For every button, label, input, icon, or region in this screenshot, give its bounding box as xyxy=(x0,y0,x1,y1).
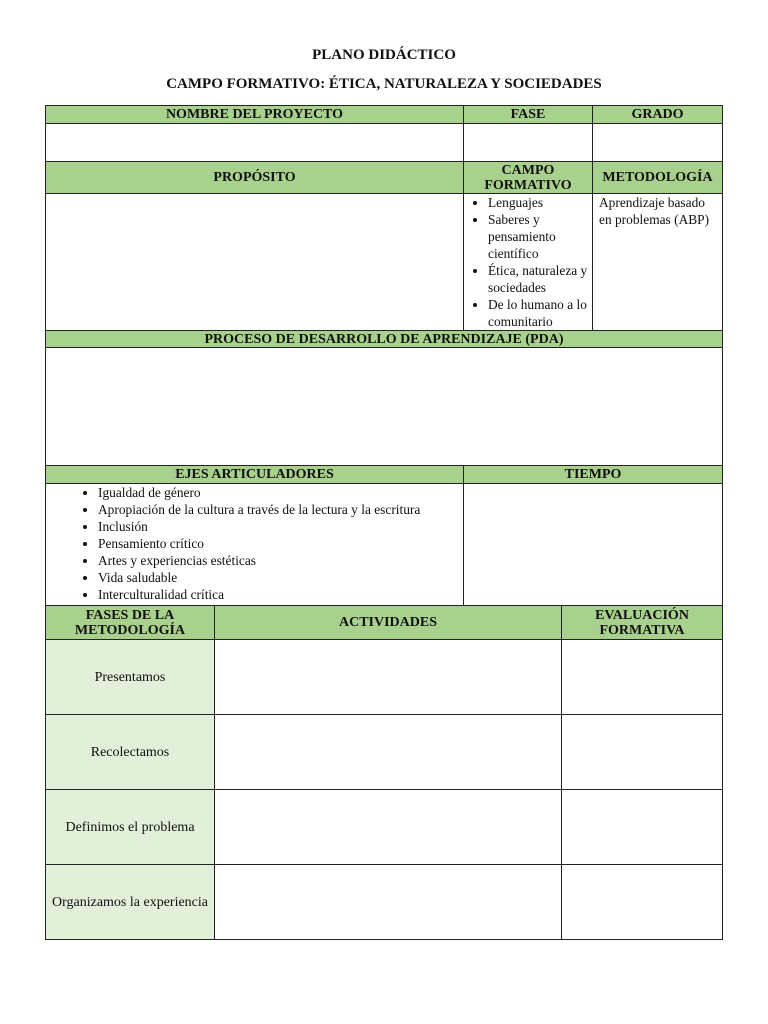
phase-recolectamos: Recolectamos xyxy=(46,715,215,790)
evaluacion-header: EVALUACIÓN FORMATIVA xyxy=(562,606,723,640)
fases-header: FASES DE LA METODOLOGÍA xyxy=(46,606,215,640)
campo-item: • Lenguajes xyxy=(488,194,592,211)
actividades-header: ACTIVIDADES xyxy=(215,606,562,640)
phase-organizamos: Organizamos la experiencia xyxy=(46,865,215,940)
pda-field[interactable] xyxy=(46,348,723,466)
page-subtitle: CAMPO FORMATIVO: ÉTICA, NATURALEZA Y SOCIEDADES xyxy=(166,76,602,92)
metodologia-value: Aprendizaje basado en problemas (ABP) xyxy=(593,194,723,331)
evaluacion-field[interactable] xyxy=(562,715,723,790)
nombre-header: NOMBRE DEL PROYECTO xyxy=(46,106,464,124)
eje-item: • Pensamiento crítico xyxy=(98,535,463,552)
eje-item: • Artes y experiencias estéticas xyxy=(98,552,463,569)
campo-item: • Ética, naturaleza y sociedades xyxy=(488,262,592,296)
actividades-field[interactable] xyxy=(215,715,562,790)
nombre-field[interactable] xyxy=(46,124,464,162)
page-title: PLANO DIDÁCTICO xyxy=(312,47,456,63)
grado-field[interactable] xyxy=(593,124,723,162)
phases-table xyxy=(45,605,723,940)
eje-item: • Inclusión xyxy=(98,518,463,535)
proposito-header: PROPÓSITO xyxy=(46,162,464,194)
grado-header: GRADO xyxy=(593,106,723,124)
campo-item: • De lo humano a lo comunitario xyxy=(488,296,592,330)
actividades-field[interactable] xyxy=(215,640,562,715)
eje-item: • Igualdad de género xyxy=(98,484,463,501)
evaluacion-field[interactable] xyxy=(562,640,723,715)
campo-list-cell xyxy=(464,194,593,331)
ejes-header: EJES ARTICULADORES xyxy=(46,466,464,484)
phase-presentamos: Presentamos xyxy=(46,640,215,715)
fase-header: FASE xyxy=(464,106,593,124)
campo-list xyxy=(464,194,592,330)
evaluacion-field[interactable] xyxy=(562,865,723,940)
tiempo-field[interactable] xyxy=(464,484,723,606)
tiempo-header: TIEMPO xyxy=(464,466,723,484)
evaluacion-field[interactable] xyxy=(562,790,723,865)
pda-header: PROCESO DE DESARROLLO DE APRENDIZAJE (PDA) xyxy=(46,331,723,348)
eje-item: • Vida saludable xyxy=(98,569,463,586)
actividades-field[interactable] xyxy=(215,790,562,865)
campo-header: CAMPO FORMATIVO xyxy=(464,162,593,194)
project-table xyxy=(45,105,723,606)
ejes-list-cell xyxy=(46,484,464,606)
actividades-field[interactable] xyxy=(215,865,562,940)
ejes-list xyxy=(46,484,463,603)
metodologia-header: METODOLOGÍA xyxy=(593,162,723,194)
phase-definimos: Definimos el problema xyxy=(46,790,215,865)
eje-item: • Apropiación de la cultura a través de la lectura y la escritura xyxy=(98,501,463,518)
eje-item: • Interculturalidad crítica xyxy=(98,586,463,603)
campo-item: • Saberes y pensamiento científico xyxy=(488,211,592,262)
fase-field[interactable] xyxy=(464,124,593,162)
proposito-field[interactable] xyxy=(46,194,464,331)
